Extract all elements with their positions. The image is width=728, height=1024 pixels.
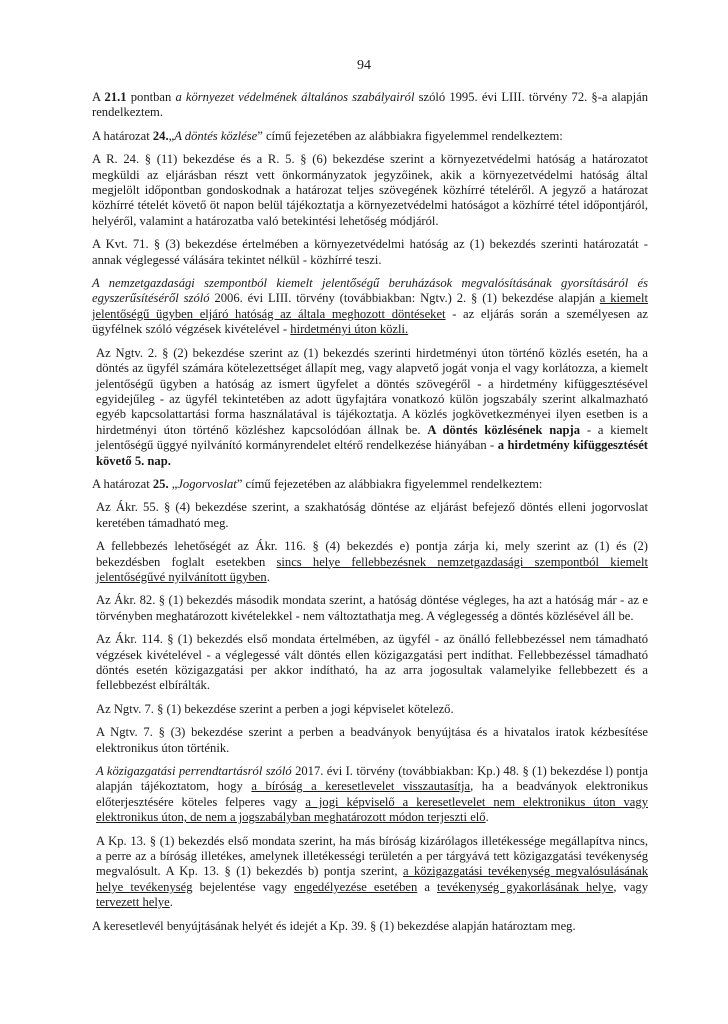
text-run: ” című fejezetében az alábbiakra figyelemmel rendelkeztem: — [236, 476, 543, 491]
text-run: - a kiemelt jelentőségű üggyé nyilvánító kormányrendelet eltérő rendelkezése hiányában - — [96, 422, 649, 453]
text-run: A keresetlevél benyújtásának helyét és idejét a Kp. 39. § (1) bekezdése alapján határoztam meg. — [92, 918, 576, 933]
text-run: A Ngtv. 7. § (3) bekezdése szerint a perben a beadványok benyújtása és a hivatalos iratok kézbesítése elektronikus úton történik. — [96, 725, 648, 755]
text-run: . — [485, 810, 489, 825]
document-body — [92, 90, 648, 942]
text-run: A határozat — [92, 128, 153, 143]
bold-text: 25. — [152, 476, 169, 491]
text-run: szóló 1995. évi LIII. törvény 72. §-a alapján rendelkeztem. — [92, 90, 648, 120]
text-run: A határozat — [92, 476, 153, 491]
text-run: , vagy — [613, 879, 649, 894]
text-run: Az Ákr. 114. § (1) bekezdés első mondata értelmében, az ügyfél - az önálló fellebbezéssel nem támadható végzések kivételével - a véglegessé vált döntés ellen közigazgatási pert indíthat. Fellebbezéssel támadható döntés esetén közigazgatási per akkor indítható, ha az arra jogosultak valamelyike fellebbezett és a fellebbezést elbírálták. — [96, 632, 648, 693]
underlined-text: sincs helye fellebbezésnek nemzetgazdasági szempontból kiemelt jelentőségűvé nyilvánított ügyben — [96, 554, 648, 584]
underlined-text: tervezett helye — [96, 895, 170, 910]
bold-text: 24. — [152, 128, 169, 143]
paragraph — [92, 702, 648, 717]
paragraph — [92, 346, 648, 469]
text-run: pontban — [126, 90, 176, 104]
paragraph — [92, 237, 648, 268]
text-run: A R. 24. § (11) bekezdése és a R. 5. § (6) bekezdése szerint a környezetvédelmi hatóság a határozatot megküldi az eljárásban részt vett önkormányzatok jegyzőinek, akik a környezetvédelmi hatóság által megjelölt időpontban gondoskodnak a határozat teljes szövegének közhírré tételéről. A jegyző a határozat közhírré tételét követő öt napon belül tájékoztatja a környezetvédelmi hatóságot a közhírré tétel időpontjáról, helyéről, valamint a határozatba való betekintési lehetőség módjáról. — [92, 152, 648, 228]
underlined-text: engedélyezése esetében — [294, 879, 418, 894]
text-run: Az Ngtv. 7. § (1) bekezdése szerint a perben a jogi képviselet kötelező. — [96, 701, 454, 716]
paragraph — [92, 764, 648, 826]
italic-text: Jogorvoslat — [177, 476, 237, 491]
underlined-text: tevékenység gyakorlásának helye — [436, 879, 614, 894]
paragraph — [92, 477, 648, 492]
text-run: - az eljárás során a személyesen az ügyfélnek szóló végzések kivételével - — [92, 306, 648, 337]
paragraph — [92, 539, 648, 585]
text-run: A — [92, 90, 105, 104]
paragraph — [92, 90, 648, 121]
bold-text: A döntés közlésének napja — [427, 422, 581, 437]
underlined-text: a kiemelt jelentőségű ügyben eljáró hatóság az általa meghozott döntéseket — [92, 291, 648, 321]
text-run: . — [266, 569, 270, 584]
text-run: 2006. évi LIII. törvény (továbbiakban: Ngtv.) 2. § (1) bekezdése alapján — [209, 291, 600, 306]
text-run: a — [417, 879, 437, 894]
paragraph — [92, 919, 648, 934]
text-run: A Kp. 13. § (1) bekezdés első mondata szerint, ha más bíróság kizárólagos illetékessége megállapítva nincs, a perre az a bíróság illetékes, amelynek illetékességi területén a per tárgyává tett közigazgatási tevékenység megvalósult. A Kp. 13. § (1) bekezdés b) pontja szerint, — [96, 833, 648, 879]
paragraph — [92, 129, 648, 144]
paragraph — [92, 276, 648, 338]
page-number: 94 — [357, 58, 371, 73]
underlined-text: a jogi képviselő a keresetlevelet nem elektronikus úton vagy elektronikus úton, de nem a jogszabályban meghatározott módon terjeszti elő — [96, 794, 648, 825]
text-run: Az Ákr. 55. § (4) bekezdése szerint, a szakhatóság döntése az eljárást befejező döntés elleni jogorvoslat keretében támadható meg. — [96, 500, 648, 530]
underlined-text: a bíróság a keresetlevelet visszautasítja — [251, 779, 471, 794]
underlined-text: hirdetményi úton közli. — [290, 322, 409, 337]
text-run: „ — [168, 476, 178, 491]
italic-text: A közigazgatási perrendtartásról szóló — [96, 764, 292, 779]
italic-text: A nemzetgazdasági szempontból kiemelt jelentőségű beruházások megvalósításának gyorsításáról és egyszerűsítéséről szóló — [92, 276, 648, 306]
text-run: bejelentése vagy — [192, 879, 295, 894]
text-run: A fellebbezés lehetőségét az Ákr. 116. § (4) bekezdés e) pontja zárja ki, mely szerint az (1) és (2) bekezdésben foglalt esetekben — [96, 539, 648, 569]
paragraph — [92, 725, 648, 756]
paragraph — [92, 593, 648, 624]
italic-text: A döntés közlése — [174, 128, 258, 143]
text-run: . — [169, 895, 173, 910]
text-run: , ha a beadványok elektronikus előterjesztésére köteles felperes vagy — [96, 779, 648, 809]
paragraph — [92, 834, 648, 911]
paragraph — [92, 152, 648, 229]
bold-text: a hirdetmény kifüggesztését követő 5. nap. — [96, 438, 648, 468]
text-run: ” című fejezetében az alábbiakra figyelemmel rendelkeztem: — [257, 128, 563, 143]
italic-text: a környezet védelmének általános szabályairól — [175, 90, 415, 104]
paragraph — [92, 632, 648, 694]
text-run: Az Ngtv. 2. § (2) bekezdése szerint az (1) bekezdés szerinti hirdetményi úton történő közlés esetén, ha a döntés az ügyfél számára kötelezettséget állapít meg, vagy alapvető jogát vonja el vagy korlátozza, a kiemelt jelentőségű ügyben a hatóság az ismert ügyfelet a döntés szövegéről - a hirdetmény kifüggesztésével egyidejűleg - az ügyfél tekintetében az adott ügyfajtára vonatkozó külön jogszabály szerint alkalmazható egyéb kapcsolattartási forma használatával is tájékoztatja. A közlés jogkövetkezményei ilyen esetben is a hirdetményi úton történő közléshez kapcsolódóan állnak be. — [96, 345, 648, 437]
text-run: A Kvt. 71. § (3) bekezdése értelmében a környezetvédelmi hatóság az (1) bekezdés szerinti határozatát - annak véglegessé válására tekintet nélkül - közhírré teszi. — [92, 237, 648, 267]
underlined-text: a közigazgatási tevékenység megvalósulásának helye tevékenység — [96, 864, 648, 894]
bold-text: 21.1 — [104, 90, 127, 104]
text-run: Az Ákr. 82. § (1) bekezdés második mondata szerint, a hatóság döntése végleges, ha azt a hatóság már - az e törvényben meghatározott kivételekkel - nem változtathatja meg. A véglegesség a döntés közlésével áll be. — [96, 593, 648, 623]
paragraph — [92, 500, 648, 531]
text-run: „ — [168, 128, 175, 143]
text-run: 2017. évi I. törvény (továbbiakban: Kp.) 48. § (1) bekezdése l) pontja alapján tájékoztatom, hogy — [96, 764, 648, 794]
